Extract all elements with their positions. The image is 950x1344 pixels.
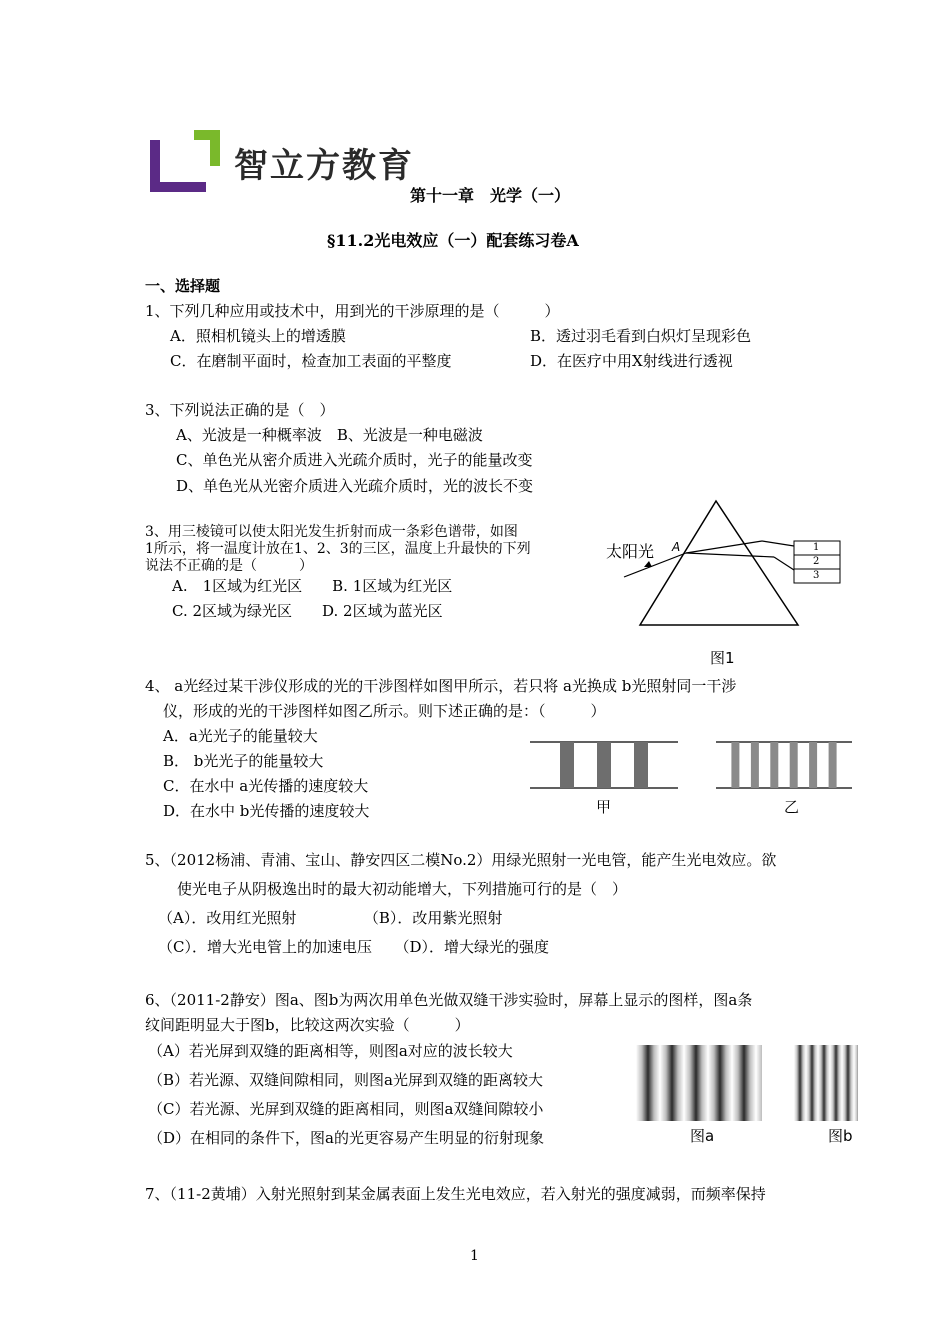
- q1-stem: 1、下列几种应用或技术中，用到光的干涉原理的是（ ）: [145, 302, 560, 320]
- q4-option-a: A．a光光子的能量较大: [163, 727, 318, 745]
- figure-yi-caption: 乙: [784, 798, 800, 816]
- fringe-bar-b-5: [809, 742, 817, 788]
- q3b-line3: 说法不正确的是（ ）: [145, 558, 313, 574]
- fringe-bar-b-6: [829, 742, 837, 788]
- fringe-bar-a-2: [597, 742, 611, 788]
- q5-line1: 5、（2012杨浦、青浦、宝山、静安四区二模No.2）用绿光照射一光电管，能产生光电效应。欲: [145, 851, 777, 869]
- q6-option-a: （A）若光屏到双缝的距离相等，则图a对应的波长较大: [148, 1042, 513, 1060]
- fringe-bar-b-4: [790, 742, 798, 788]
- q3a-option-d: D、单色光从光密介质进入光疏介质时，光的波长不变: [176, 477, 534, 495]
- figure-b-caption: 图b: [828, 1127, 853, 1145]
- logo-text: 智立方教育: [234, 146, 414, 186]
- q6-option-c: （C）若光源、光屏到双缝的距离相同，则图a双缝间隙较小: [148, 1100, 544, 1118]
- q6-option-b: （B）若光源、双缝间隙相同，则图a光屏到双缝的距离较大: [148, 1071, 543, 1089]
- q4-option-d: D．在水中 b光传播的速度较大: [163, 802, 370, 820]
- double-slit-figure: [632, 1043, 862, 1147]
- fringe-bar-b-2: [751, 742, 759, 788]
- q6-line1: 6、（2011-2静安）图a、图b为两次用单色光做双缝干涉实验时，屏幕上显示的图样，图a条: [145, 991, 753, 1009]
- q1-option-b: B．透过羽毛看到白炽灯呈现彩色: [530, 327, 752, 345]
- q3b-option-ab: A. 1区域为红光区 B. 1区域为红光区: [172, 577, 453, 595]
- fringe-bar-b-1: [731, 742, 739, 788]
- fringe-figure: [530, 738, 860, 818]
- fringe-bar-a-1: [560, 742, 574, 788]
- page-number: 1: [470, 1248, 479, 1264]
- q3a-option-c: C、单色光从密介质进入光疏介质时，光子的能量改变: [176, 451, 533, 469]
- fringe-image-a: [636, 1045, 762, 1121]
- q3b-line2: 1所示，将一温度计放在1、2、3的三区，温度上升最快的下列: [145, 541, 531, 557]
- page-title: §11.2光电效应（一）配套练习卷A: [327, 231, 579, 250]
- q4-option-b: B． b光光子的能量较大: [163, 752, 324, 770]
- q4-option-c: C．在水中 a光传播的速度较大: [163, 777, 369, 795]
- q1-option-c: C．在磨制平面时，检查加工表面的平整度: [170, 352, 452, 370]
- fringe-bar-a-3: [634, 742, 648, 788]
- q5-option-ab: （A）．改用红光照射 （B）．改用紫光照射: [158, 909, 503, 927]
- q6-line2: 纹间距明显大于图b，比较这两次实验（ ）: [145, 1016, 470, 1034]
- figure-a-caption: 图a: [690, 1127, 715, 1145]
- q6-option-d: （D）在相同的条件下，图a的光更容易产生明显的衍射现象: [148, 1129, 544, 1147]
- region-3-label: 3: [813, 570, 820, 581]
- q4-line2: 仪，形成的光的干涉图样如图乙所示。则下述正确的是：（ ）: [163, 702, 606, 720]
- q3a-stem: 3、下列说法正确的是（ ）: [145, 401, 335, 419]
- logo: [146, 126, 416, 198]
- q3a-option-ab: A、光波是一种概率波 B、光波是一种电磁波: [176, 426, 483, 444]
- q5-option-cd: （C）．增大光电管上的加速电压 （D）．增大绿光的强度: [158, 938, 550, 956]
- q1-option-a: A．照相机镜头上的增透膜: [170, 327, 346, 345]
- q5-line2: 使光电子从阴极逸出时的最大初动能增大，下列措施可行的是（ ）: [177, 880, 628, 898]
- prism-figure: [602, 495, 862, 670]
- q3b-line1: 3、用三棱镜可以使太阳光发生折射而成一条彩色谱带，如图: [145, 524, 518, 540]
- logo-mark-icon: [146, 126, 226, 198]
- sun-light-label: 太阳光: [606, 542, 655, 561]
- q4-line1: 4、 a光经过某干涉仪形成的光的干涉图样如图甲所示，若只将 a光换成 b光照射同一干涉: [145, 677, 737, 695]
- chapter-title: 第十一章 光学（一）: [410, 186, 571, 205]
- region-2-label: 2: [813, 556, 820, 567]
- point-a-label: A: [672, 540, 681, 554]
- fringe-image-b: [794, 1045, 858, 1121]
- figure-1-caption: 图1: [710, 649, 735, 667]
- figure-jia-caption: 甲: [596, 798, 612, 816]
- region-1-label: 1: [813, 542, 820, 553]
- fringe-bar-b-3: [770, 742, 778, 788]
- q3b-option-cd: C. 2区域为绿光区 D. 2区域为蓝光区: [172, 602, 443, 620]
- q7-line1: 7、（11-2黄埔）入射光照射到某金属表面上发生光电效应，若入射光的强度减弱，而频率保持: [145, 1185, 766, 1203]
- q1-option-d: D．在医疗中用X射线进行透视: [530, 352, 733, 370]
- fringe-pattern-b: [731, 742, 836, 788]
- section-heading: 一、选择题: [145, 277, 221, 295]
- fringe-diagram: [530, 738, 860, 794]
- prism-diagram: [602, 495, 862, 670]
- fringe-pattern-a: [560, 742, 648, 788]
